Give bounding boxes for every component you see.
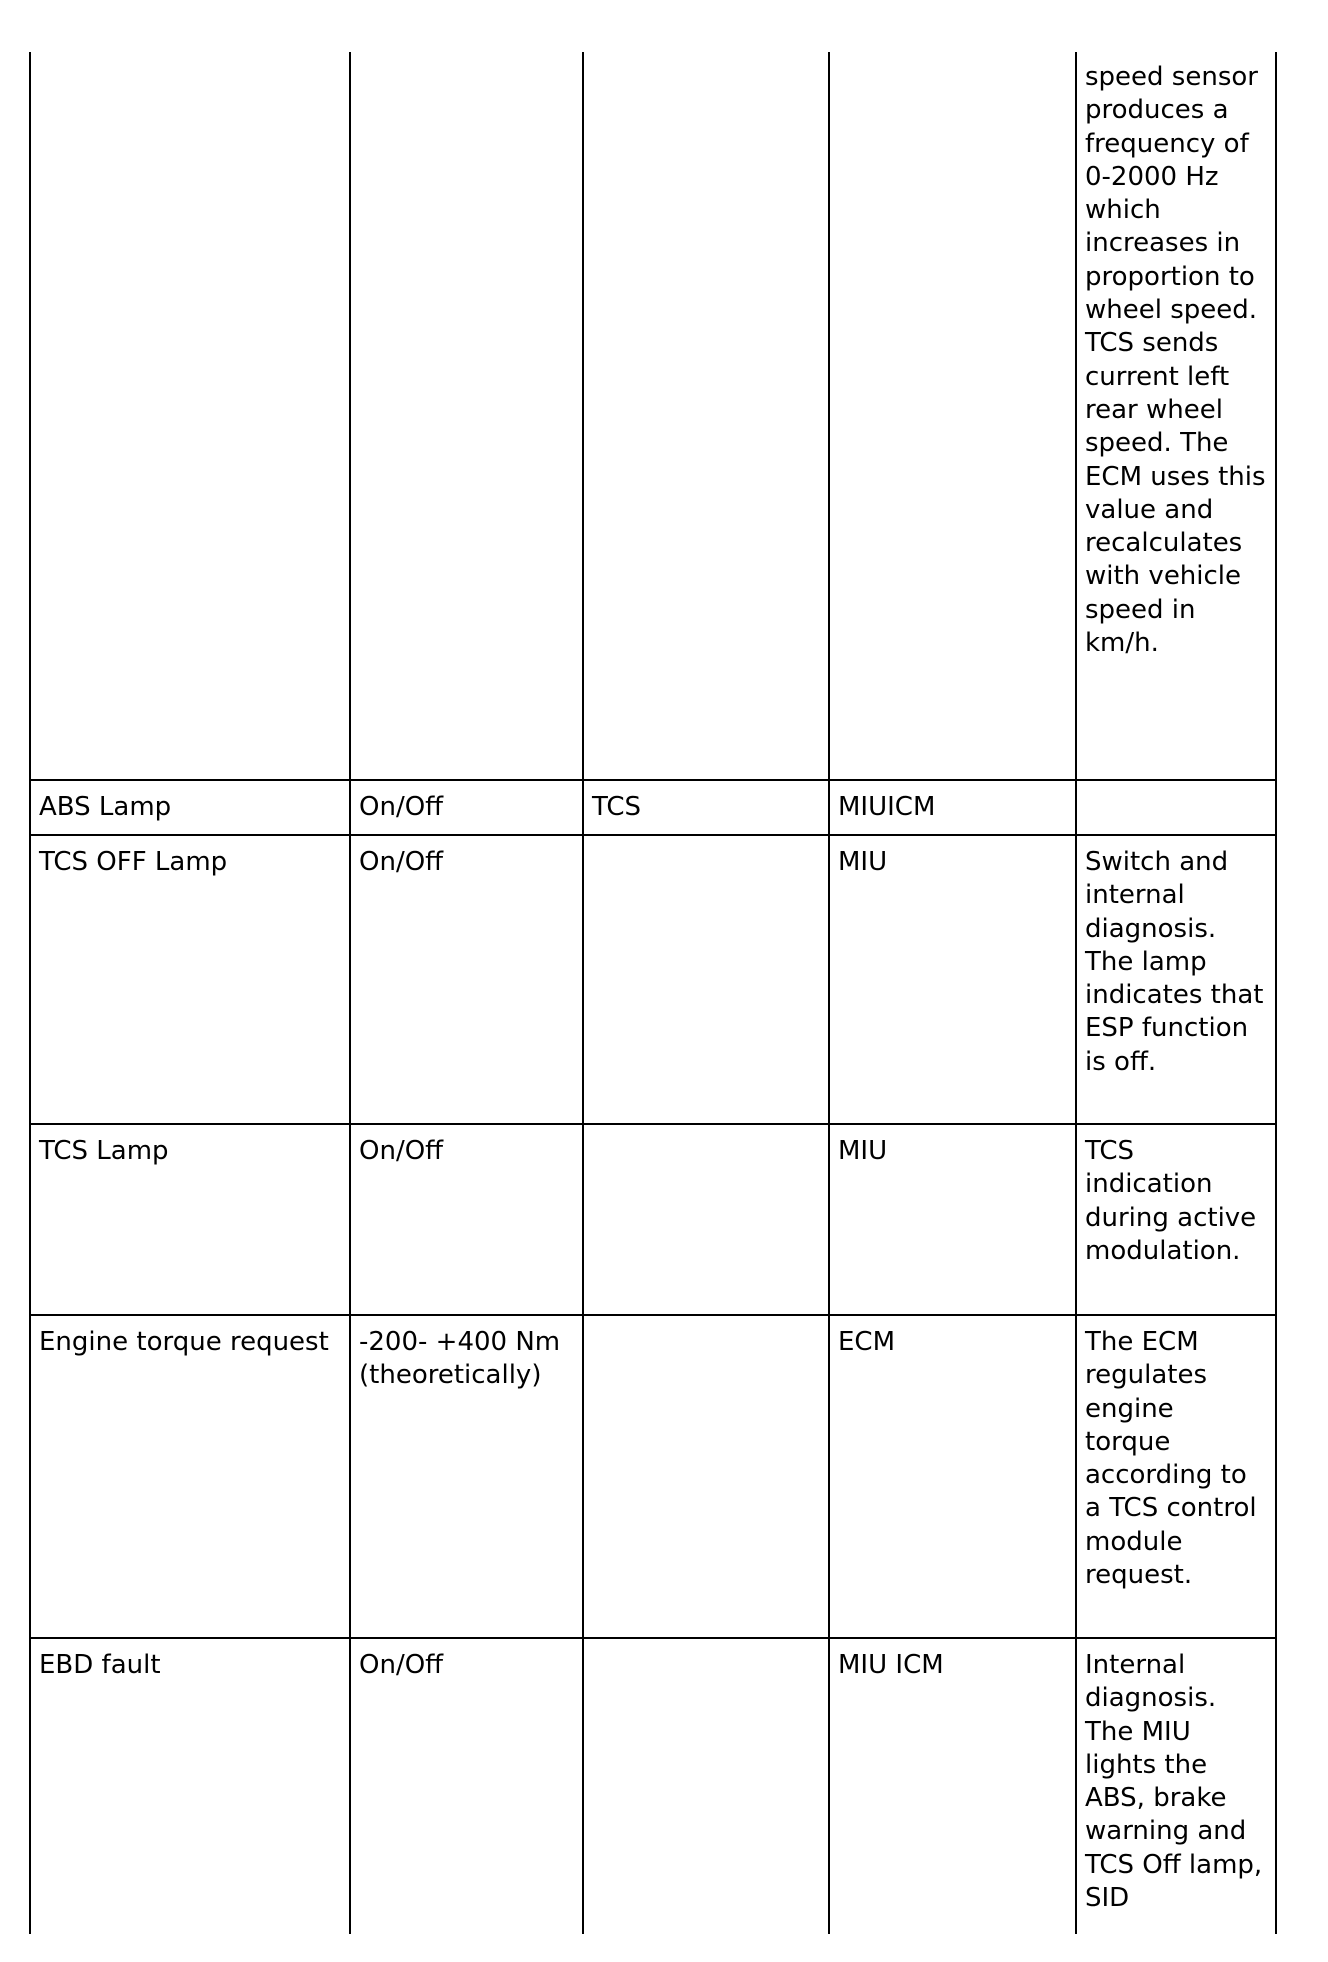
signal-cell: Engine torque request [30, 1315, 350, 1638]
range-cell: On/Off [350, 780, 583, 835]
table-row [30, 1638, 1276, 1934]
destination-cell: MIU [829, 835, 1076, 1124]
description-cell: speed sensor produces a frequency of 0-2000 Hz which increases in proportion to wheel speed. TCS sends current left rear wheel speed. The ECM uses this value and recalculates with vehicle speed in km/h. [1076, 52, 1276, 780]
table-row [30, 780, 1276, 835]
table-row [30, 1124, 1276, 1315]
range-cell: On/Off [350, 1124, 583, 1315]
signal-cell: TCS OFF Lamp [30, 835, 350, 1124]
destination-cell: MIU [829, 1124, 1076, 1315]
source-cell [583, 1315, 829, 1638]
signal-cell: EBD fault [30, 1638, 350, 1934]
source-cell: TCS [583, 780, 829, 835]
table-row [30, 52, 1276, 780]
source-cell [583, 52, 829, 780]
range-cell: On/Off [350, 835, 583, 1124]
signal-cell [30, 52, 350, 780]
table-row [30, 1315, 1276, 1638]
table-row [30, 835, 1276, 1124]
description-cell: Internal diagnosis. The MIU lights the ABS, brake warning and TCS Off lamp, SID [1076, 1638, 1276, 1934]
description-cell: The ECM regulates engine torque according to a TCS control module request. [1076, 1315, 1276, 1638]
signal-cell: ABS Lamp [30, 780, 350, 835]
signal-table [29, 52, 1277, 1934]
signal-cell: TCS Lamp [30, 1124, 350, 1315]
source-cell [583, 1124, 829, 1315]
range-cell: On/Off [350, 1638, 583, 1934]
destination-cell: ECM [829, 1315, 1076, 1638]
destination-cell [829, 52, 1076, 780]
source-cell [583, 1638, 829, 1934]
description-cell: TCS indication during active modulation. [1076, 1124, 1276, 1315]
range-cell [350, 52, 583, 780]
range-cell: -200- +400 Nm (theoretically) [350, 1315, 583, 1638]
source-cell [583, 835, 829, 1124]
destination-cell: MIU ICM [829, 1638, 1076, 1934]
description-cell: Switch and internal diagnosis. The lamp indicates that ESP function is off. [1076, 835, 1276, 1124]
description-cell [1076, 780, 1276, 835]
destination-cell: MIUICM [829, 780, 1076, 835]
